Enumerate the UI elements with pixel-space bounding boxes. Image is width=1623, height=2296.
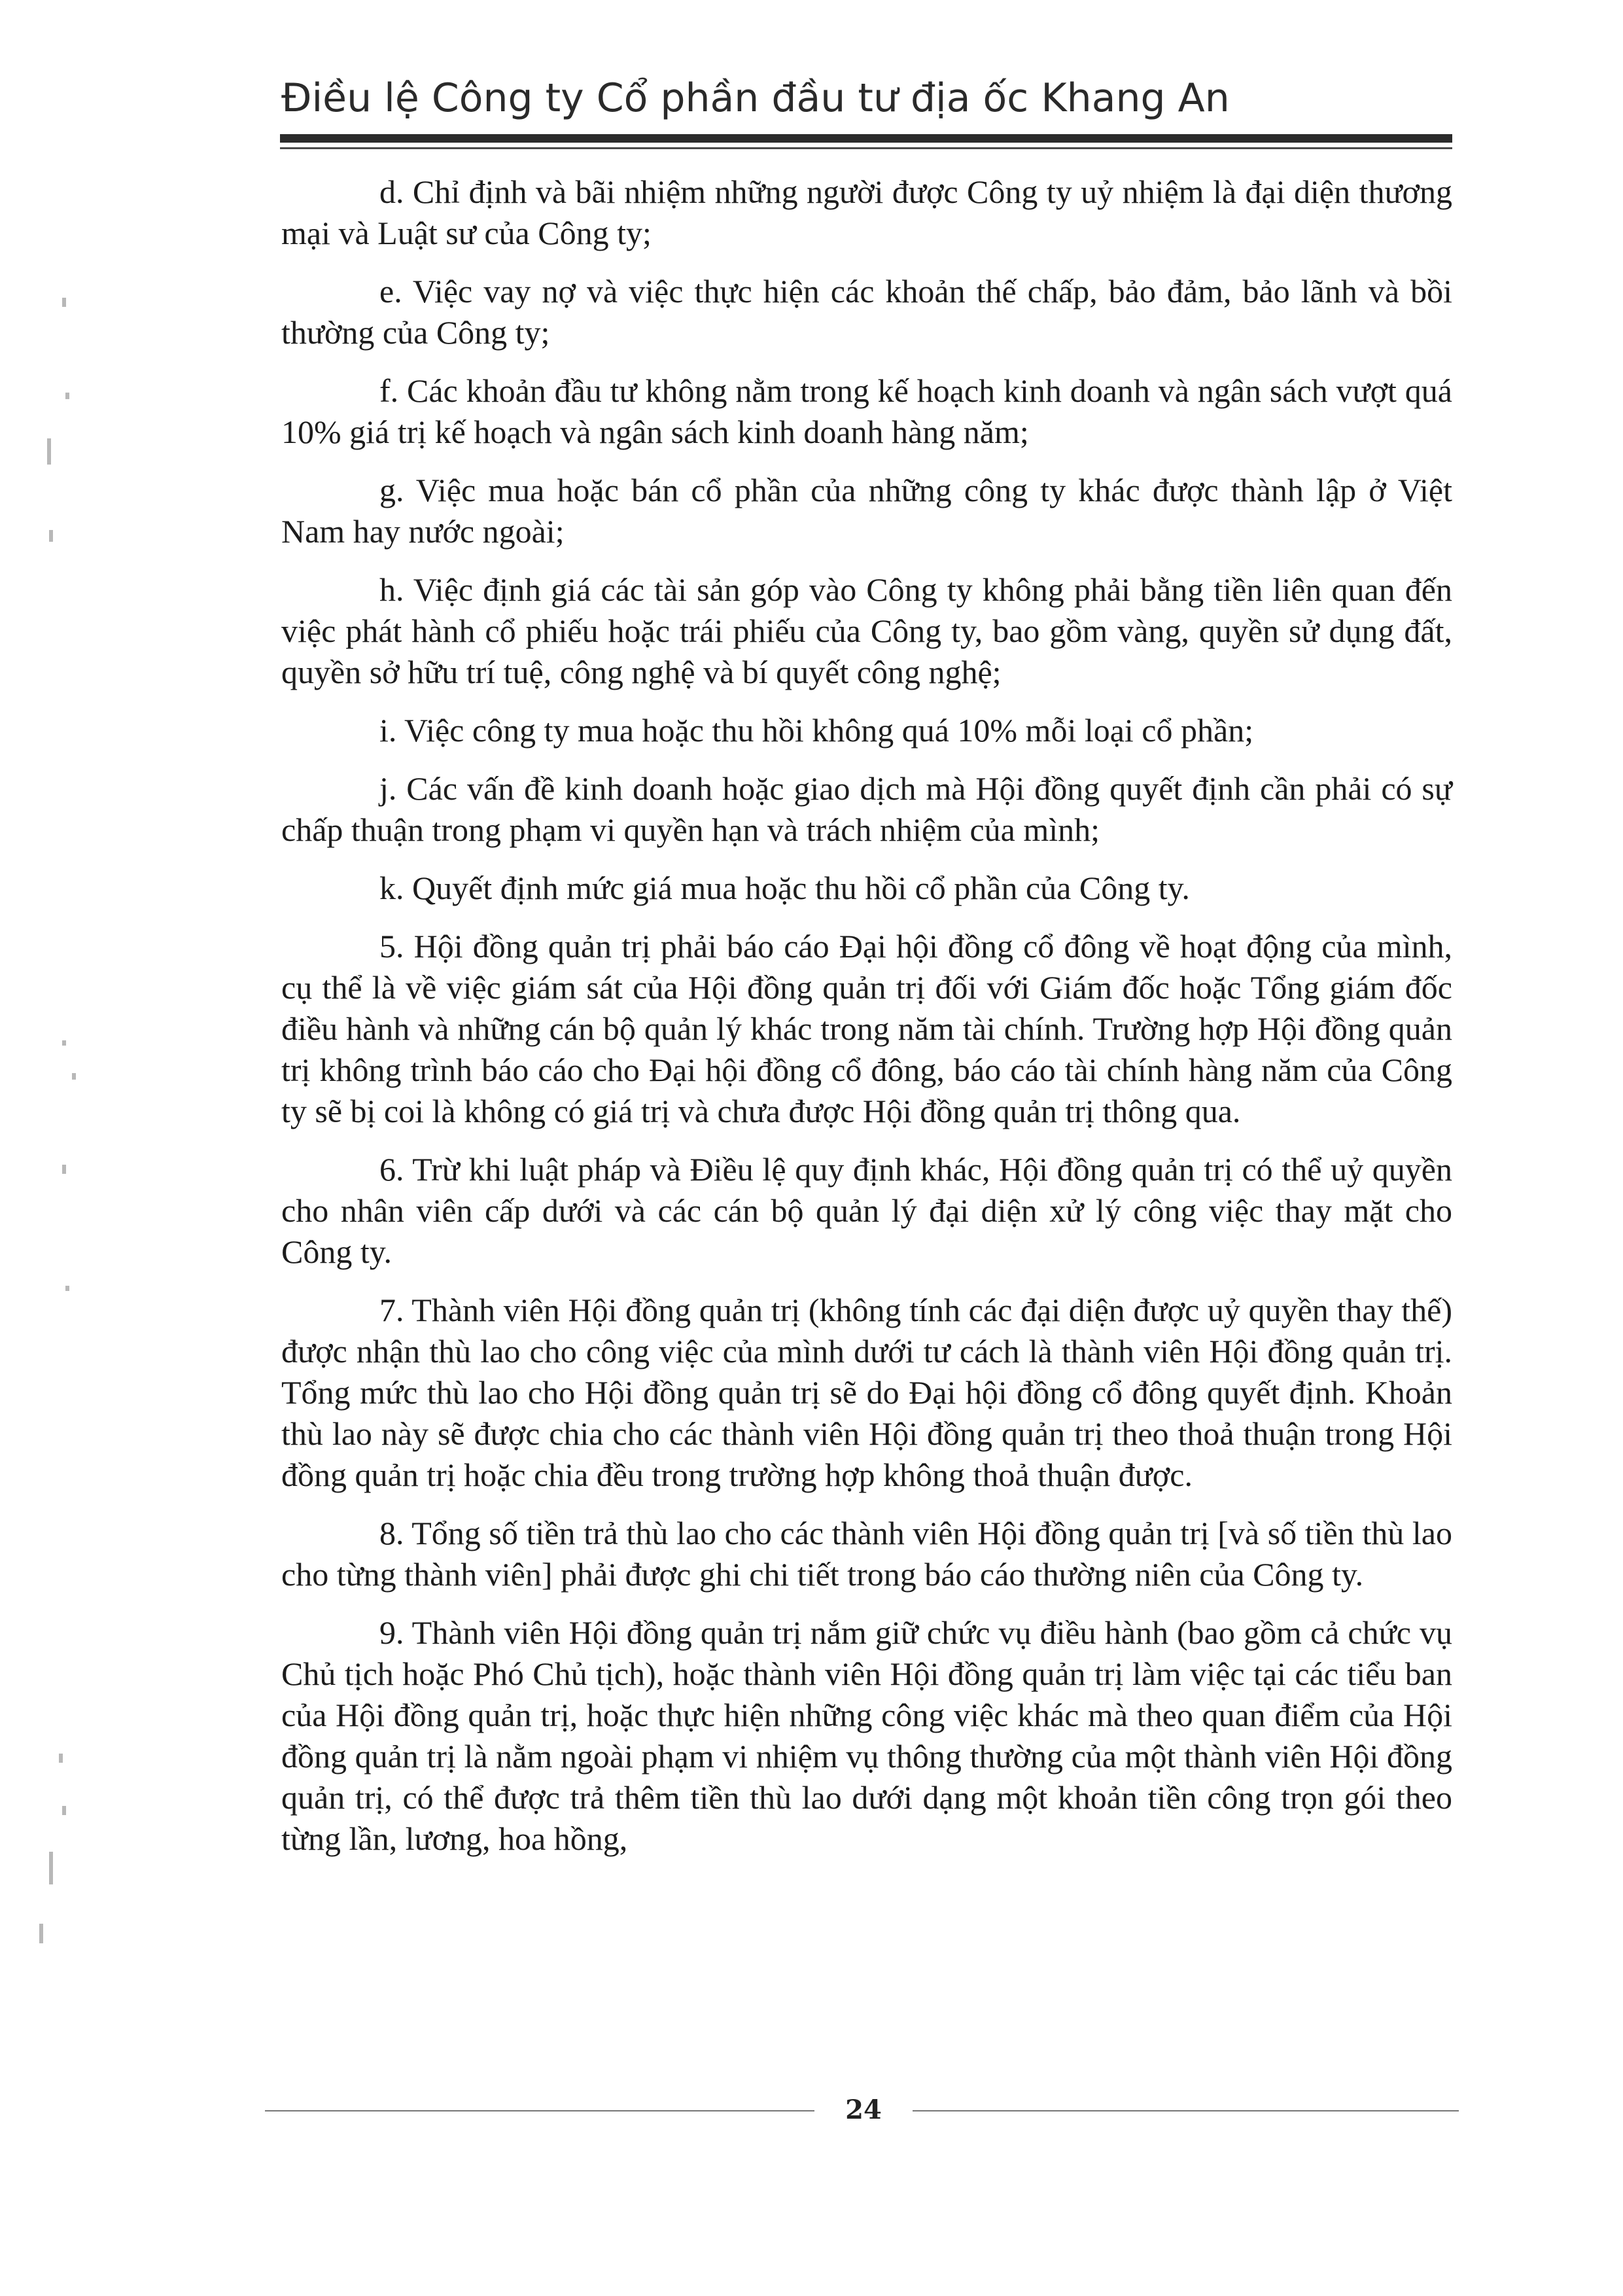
header-title: Điều lệ Công ty Cổ phần đầu tư địa ốc Khang An [281,75,1230,121]
paragraph-f: f. Các khoản đầu tư không nằm trong kế hoạch kinh doanh và ngân sách vượt quá 10% giá trị kế hoạch và ngân sách kinh doanh hàng năm; [281,372,1452,450]
page-number: 24 [845,2094,882,2125]
paragraph-9: 9. Thành viên Hội đồng quản trị nắm giữ chức vụ điều hành (bao gồm cả chức vụ Chủ tịch hoặc Phó Chủ tịch), hoặc thành viên Hội đồng quản trị làm việc tại các tiểu ban của Hội đồng quản trị, hoặc thực hiện những công việc khác mà theo quan điểm của Hội đồng quản trị là nằm ngoài phạm vi nhiệm vụ thông thường của một thành viên Hội đồng quản trị, có thể được trả thêm tiền thù lao dưới dạng một khoản tiền công trọn gói theo từng lần, lương, hoa hồng, [281,1614,1452,1857]
paragraph-8: 8. Tổng số tiền trả thù lao cho các thành viên Hội đồng quản trị [và số tiền thù lao cho từng thành viên] phải được ghi chi tiết trong báo cáo thường niên của Công ty. [281,1515,1452,1593]
header-rule [280,134,1452,143]
paragraph-d: d. Chỉ định và bãi nhiệm những người được Công ty uỷ nhiệm là đại diện thương mại và Luật sư của Công ty; [281,173,1452,251]
scan-mark [49,530,53,542]
scan-mark [39,1924,43,1943]
paragraph-7: 7. Thành viên Hội đồng quản trị (không tính các đại diện được uỷ quyền thay thế) được nhận thù lao cho công việc của mình dưới tư cách là thành viên Hội đồng quản trị. Tổng mức thù lao cho Hội đồng quản trị sẽ do Đại hội đồng cổ đông quyết định. Khoản thù lao này sẽ được chia cho các thành viên Hội đồng quản trị theo thoả thuận trong Hội đồng quản trị hoặc chia đều trong trường hợp không thoả thuận được. [281,1292,1452,1493]
document-body [281,171,1452,1877]
scan-mark [47,438,51,465]
paragraph-k: k. Quyết định mức giá mua hoặc thu hồi cổ phần của Công ty. [379,870,1190,906]
scan-mark [49,1852,53,1884]
scan-mark [65,1286,69,1291]
scan-mark [62,1040,66,1046]
paragraph-e: e. Việc vay nợ và việc thực hiện các khoản thế chấp, bảo đảm, bảo lãnh và bồi thường của Công ty; [281,273,1452,351]
scan-mark [62,298,66,307]
paragraph-6: 6. Trừ khi luật pháp và Điều lệ quy định khác, Hội đồng quản trị có thể uỷ quyền cho nhân viên cấp dưới và các cán bộ quản lý đại diện xử lý công việc thay mặt cho Công ty. [281,1151,1452,1270]
paragraph-i: i. Việc công ty mua hoặc thu hồi không quá 10% mỗi loại cổ phần; [379,712,1254,749]
scan-mark [65,393,69,399]
scan-mark [62,1806,66,1815]
paragraph-j: j. Các vấn đề kinh doanh hoặc giao dịch mà Hội đồng quyết định cần phải có sự chấp thuận trong phạm vi quyền hạn và trách nhiệm của mình; [281,770,1452,848]
header-rule-thin [280,147,1452,149]
scan-mark [62,1165,66,1174]
footer-rule-right [913,2110,1459,2111]
paragraph-5: 5. Hội đồng quản trị phải báo cáo Đại hội đồng cổ đông về hoạt động của mình, cụ thể là về việc giám sát của Hội đồng quản trị đối với Giám đốc hoặc Tổng giám đốc điều hành và những cán bộ quản lý khác trong năm tài chính. Trường hợp Hội đồng quản trị không trình báo cáo cho Đại hội đồng cổ đông, báo cáo tài chính hàng năm của Công ty sẽ bị coi là không có giá trị và chưa được Hội đồng quản trị thông qua. [281,928,1452,1129]
scan-mark [72,1073,76,1080]
footer-rule-left [265,2110,814,2111]
paragraph-h: h. Việc định giá các tài sản góp vào Công ty không phải bằng tiền liên quan đến việc phát hành cổ phiếu hoặc trái phiếu của Công ty, bao gồm vàng, quyền sử dụng đất, quyền sở hữu trí tuệ, công nghệ và bí quyết công nghệ; [281,571,1452,690]
scan-mark [59,1754,63,1763]
paragraph-g: g. Việc mua hoặc bán cổ phần của những công ty khác được thành lập ở Việt Nam hay nước ngoài; [281,472,1452,550]
